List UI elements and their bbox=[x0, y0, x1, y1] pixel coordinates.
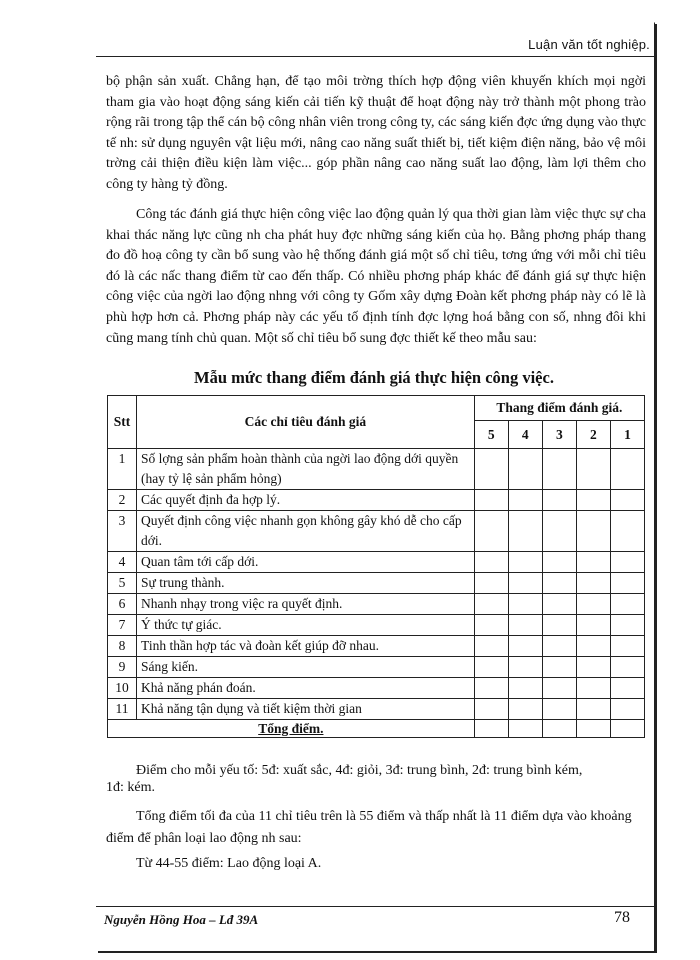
score-cell bbox=[576, 449, 610, 490]
total-row bbox=[108, 720, 645, 738]
row-criterion: Nhanh nhạy trong việc ra quyết định. bbox=[137, 594, 475, 615]
score-cell bbox=[610, 720, 644, 738]
score-cell bbox=[508, 615, 542, 636]
score-header: 5 bbox=[474, 421, 508, 449]
score-cell bbox=[610, 678, 644, 699]
score-cell bbox=[508, 699, 542, 720]
table-row bbox=[108, 511, 645, 552]
score-cell bbox=[542, 699, 576, 720]
score-cell bbox=[474, 449, 508, 490]
score-cell bbox=[474, 699, 508, 720]
table-row bbox=[108, 699, 645, 720]
row-stt: 9 bbox=[108, 657, 137, 678]
score-cell bbox=[576, 657, 610, 678]
score-header: 4 bbox=[508, 421, 542, 449]
header-title: Luận văn tốt nghiệp. bbox=[528, 37, 650, 52]
score-cell bbox=[508, 678, 542, 699]
score-cell bbox=[474, 594, 508, 615]
row-stt: 8 bbox=[108, 636, 137, 657]
score-cell bbox=[542, 552, 576, 573]
header-criteria: Các chỉ tiêu đánh giá bbox=[137, 396, 475, 449]
paragraph-2: Công tác đánh giá thực hiện công việc lao động quản lý qua thời gian làm việc thực sự cha khai thác năng lực cũng nh cha phát huy đợc những sáng kiến của họ. Bằng phơng pháp thang đo đồ hoạ công ty cần bổ sung vào hệ thống đánh giá một số chỉ tiêu, tơng ứng với mỗi chỉ tiêu đó là các nấc thang điểm từ cao đến thấp. Có nhiều phơng pháp khác để đánh giá sự thực hiện công việc của ngời lao động nhng với công ty Gốm xây dựng Đoàn kết phơng pháp này có lẽ là phù hợp hơn cả. Phơng pháp này các yếu tố định tính đợc lợng hoá bằng con số, nhng đôi khi cũng mang tính chủ quan. Một số chỉ tiêu bổ sung đợc thiết kế theo mẫu sau: bbox=[106, 207, 646, 346]
score-cell bbox=[610, 615, 644, 636]
row-stt: 4 bbox=[108, 552, 137, 573]
score-legend-cont: 1đ: kém. bbox=[106, 780, 155, 795]
footer-author: Nguyễn Hồng Hoa – Lđ 39A bbox=[104, 912, 259, 927]
score-cell bbox=[508, 594, 542, 615]
row-stt: 5 bbox=[108, 573, 137, 594]
score-header: 1 bbox=[610, 421, 644, 449]
table-row bbox=[108, 615, 645, 636]
score-cell bbox=[576, 615, 610, 636]
row-stt: 1 bbox=[108, 449, 137, 490]
score-cell bbox=[610, 657, 644, 678]
row-criterion: Sự trung thành. bbox=[137, 573, 475, 594]
score-cell bbox=[576, 678, 610, 699]
score-cell bbox=[474, 552, 508, 573]
score-cell bbox=[508, 657, 542, 678]
score-cell bbox=[474, 720, 508, 738]
score-cell bbox=[576, 552, 610, 573]
header-stt: Stt bbox=[108, 396, 137, 449]
row-criterion: Số lợng sản phẩm hoàn thành của ngời lao động dới quyền (hay tỷ lệ sản phẩm hỏng) bbox=[137, 449, 475, 490]
score-cell bbox=[508, 490, 542, 511]
page-number: 78 bbox=[614, 909, 630, 926]
score-cell bbox=[508, 552, 542, 573]
score-cell bbox=[542, 636, 576, 657]
score-cell bbox=[610, 449, 644, 490]
score-cell bbox=[610, 490, 644, 511]
score-cell bbox=[576, 594, 610, 615]
score-cell bbox=[576, 699, 610, 720]
score-cell bbox=[508, 449, 542, 490]
score-cell bbox=[576, 573, 610, 594]
score-cell bbox=[508, 720, 542, 738]
row-criterion: Khả năng phán đoán. bbox=[137, 678, 475, 699]
score-cell bbox=[542, 449, 576, 490]
row-criterion: Sáng kiến. bbox=[137, 657, 475, 678]
score-cell bbox=[542, 657, 576, 678]
classification-a: Từ 44-55 điểm: Lao động loại A. bbox=[136, 856, 322, 871]
table-row bbox=[108, 573, 645, 594]
score-cell bbox=[610, 573, 644, 594]
score-cell bbox=[576, 490, 610, 511]
score-header: 3 bbox=[542, 421, 576, 449]
row-stt: 7 bbox=[108, 615, 137, 636]
score-legend: Điểm cho mỗi yếu tố: 5đ: xuất sắc, 4đ: giỏi, 3đ: trung bình, 2đ: trung bình kém, bbox=[136, 763, 583, 778]
table-title: Mẫu mức thang điểm đánh giá thực hiện công việc. bbox=[194, 368, 554, 387]
row-criterion: Quan tâm tới cấp dới. bbox=[137, 552, 475, 573]
table-row bbox=[108, 552, 645, 573]
row-stt: 11 bbox=[108, 699, 137, 720]
footer-rule bbox=[96, 906, 654, 907]
table-row bbox=[108, 636, 645, 657]
score-cell bbox=[576, 720, 610, 738]
score-cell bbox=[542, 678, 576, 699]
row-stt: 6 bbox=[108, 594, 137, 615]
score-cell bbox=[474, 573, 508, 594]
score-cell bbox=[576, 511, 610, 552]
table-row bbox=[108, 594, 645, 615]
score-cell bbox=[542, 511, 576, 552]
total-explanation: Tổng điểm tối đa của 11 chỉ tiêu trên là 55 điểm và thấp nhất là 11 điểm dựa vào khoảng điểm để phân loại lao động nh sau: bbox=[106, 809, 632, 846]
row-criterion: Tinh thần hợp tác và đoàn kết giúp đỡ nhau. bbox=[137, 636, 475, 657]
row-criterion: Ý thức tự giác. bbox=[137, 615, 475, 636]
score-cell bbox=[508, 636, 542, 657]
row-criterion: Các quyết định đa hợp lý. bbox=[137, 490, 475, 511]
score-cell bbox=[542, 490, 576, 511]
score-cell bbox=[542, 720, 576, 738]
table-row bbox=[108, 449, 645, 490]
score-cell bbox=[474, 678, 508, 699]
score-cell bbox=[542, 573, 576, 594]
score-cell bbox=[474, 511, 508, 552]
paragraph-1: bộ phận sản xuất. Chẳng hạn, để tạo môi trờng thích hợp động viên khuyến khích mọi ngời tham gia vào hoạt động sáng kiến cải tiến kỹ thuật để hoạt động này trở thành một phong trào rộng rãi trong tập thể cán bộ công nhân viên trong công ty, các sáng kiến đợc ứng dụng vào thực tế nh: sử dụng nguyên vật liệu mới, nâng cao năng suất thiết bị, tiết kiệm điện năng, bảo vệ môi trờng cải thiện điều kiện làm việc... góp phần nâng cao năng suất lao động, làm lợi thêm cho công ty hàng tỷ đồng. bbox=[106, 74, 646, 192]
score-cell bbox=[542, 615, 576, 636]
row-stt: 10 bbox=[108, 678, 137, 699]
score-cell bbox=[610, 699, 644, 720]
header-rule bbox=[96, 56, 654, 57]
score-cell bbox=[474, 490, 508, 511]
row-criterion: Khả năng tận dụng và tiết kiệm thời gian bbox=[137, 699, 475, 720]
row-criterion: Quyết định công việc nhanh gọn không gây khó dễ cho cấp dới. bbox=[137, 511, 475, 552]
score-cell bbox=[610, 511, 644, 552]
score-cell bbox=[474, 657, 508, 678]
score-cell bbox=[610, 552, 644, 573]
score-cell bbox=[508, 573, 542, 594]
table-row bbox=[108, 657, 645, 678]
header-scale: Thang điểm đánh giá. bbox=[474, 396, 644, 421]
table-row bbox=[108, 490, 645, 511]
score-cell bbox=[474, 636, 508, 657]
evaluation-table bbox=[107, 395, 645, 738]
score-cell bbox=[576, 636, 610, 657]
total-label: Tổng điểm. bbox=[108, 720, 475, 738]
score-cell bbox=[542, 594, 576, 615]
score-cell bbox=[610, 594, 644, 615]
score-header: 2 bbox=[576, 421, 610, 449]
table-row bbox=[108, 678, 645, 699]
row-stt: 3 bbox=[108, 511, 137, 552]
row-stt: 2 bbox=[108, 490, 137, 511]
score-cell bbox=[610, 636, 644, 657]
score-cell bbox=[508, 511, 542, 552]
score-cell bbox=[474, 615, 508, 636]
